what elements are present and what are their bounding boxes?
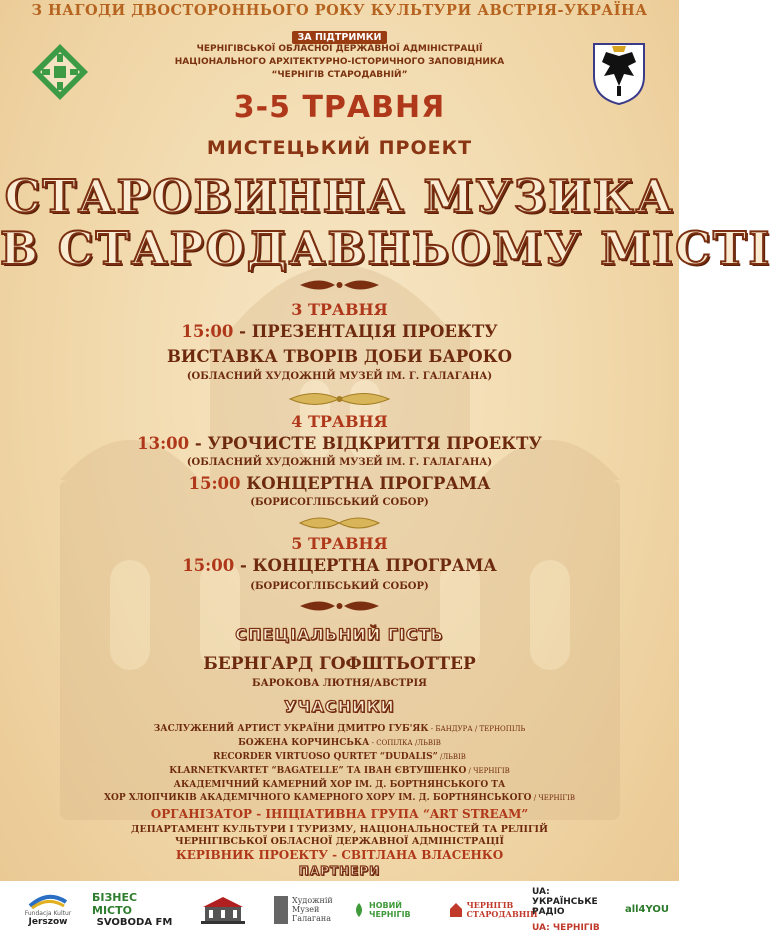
org-line-3: “ЧЕРНІГІВ СТАРОДАВНІЙ” <box>271 70 408 80</box>
guest-name: БЕРНГАРД ГОФШТЬОТТЕР <box>203 654 476 674</box>
org-line-2: НАЦІОНАЛЬНОГО АРХІТЕКТУРНО-ІСТОРИЧНОГО ЗАПОВІДНИКА <box>174 57 505 67</box>
day3-venue: (БОРИСОГЛІБСЬКИЙ СОБОР) <box>250 581 429 592</box>
leaf-icon <box>352 902 366 918</box>
day2-time-2: 15:00 <box>188 474 241 493</box>
top-line: З НАГОДИ ДВОСТОРОННЬОГО РОКУ КУЛЬТУРИ АВСТРІЯ-УКРАЇНА <box>31 2 648 19</box>
partner-sub: UA: ЧЕРНІГІВ <box>532 922 600 933</box>
project-head: КЕРІВНИК ПРОЕКТУ - СВІТЛАНА ВЛАСЕНКО <box>175 848 504 862</box>
day1-text-1: - ПРЕЗЕНТАЦІЯ ПРОЕКТУ <box>233 322 498 341</box>
day2-label: 4 ТРАВНЯ <box>291 412 388 431</box>
day1-event-1 <box>0 322 679 341</box>
partner-label: Художній Музей Галагана <box>292 896 333 923</box>
day1-event-2: ВИСТАВКА ТВОРІВ ДОБИ БАРОКО <box>166 347 513 366</box>
partner-label: НОВИЙ ЧЕРНІГІВ <box>369 900 411 919</box>
support-label-row <box>0 25 679 44</box>
partner-label: Jerszow <box>28 917 68 927</box>
partner-logo-galagan-museum <box>272 881 344 938</box>
day2-text-1: - УРОЧИСТЕ ВІДКРИТТЯ ПРОЕКТУ <box>189 434 542 453</box>
guest-heading: СПЕЦІАЛЬНИЙ ГІСТЬ <box>235 625 444 644</box>
day2-venue-1: (ОБЛАСНИЙ ХУДОЖНІЙ МУЗЕЙ ІМ. Г. ГАЛАГАНА) <box>186 457 493 468</box>
participants-heading: УЧАСНИКИ <box>284 697 395 716</box>
partner-label: all4YOU <box>624 904 670 915</box>
ornament-divider-icon <box>0 276 679 294</box>
day2-event-2 <box>0 474 679 493</box>
day1-time-1: 15:00 <box>181 322 234 341</box>
day1-venue: (ОБЛАСНИЙ ХУДОЖНІЙ МУЗЕЙ ІМ. Г. ГАЛАГАНА) <box>186 371 493 382</box>
partner-logo-biznes-misto <box>92 881 177 938</box>
participant-item: RECORDER VIRTUOSO QURTET “DUDALIS” /ЛЬВІВ <box>213 752 466 762</box>
partner-logo-chernihiv-starodavnii <box>445 881 538 938</box>
partner-logo-jerszow <box>18 881 78 938</box>
partner-label: ЧЕРНІГІВ СТАРОДАВНІЙ <box>466 899 538 919</box>
partner-label: UA: УКРАЇНСЬКЕ РАДІО <box>532 886 598 917</box>
partner-sub: Fundacja Kultur <box>24 910 72 917</box>
gold-ornament-divider-icon <box>0 388 679 410</box>
guest-role: БАРОКОВА ЛЮТНЯ/АВСТРІЯ <box>252 678 427 689</box>
gold-ornament-divider-2-icon <box>0 513 679 533</box>
organizer-line: ОРГАНІЗАТОР - ІНІЦІАТИВНА ГРУПА “ART STREAM” <box>150 807 529 821</box>
day3-label: 5 ТРАВНЯ <box>291 534 388 553</box>
partner-logo-all4you <box>622 881 672 938</box>
dept-line-1: ДЕПАРТАМЕНТ КУЛЬТУРИ І ТУРИЗМУ, НАЦІОНАЛЬНОСТЕЙ ТА РЕЛІГІЙ <box>131 824 548 835</box>
support-label: ЗА ПІДТРИМКИ <box>292 31 388 44</box>
participant-item: АКАДЕМІЧНИЙ КАМЕРНИЙ ХОР ІМ. Д. БОРТНЯНСЬКОГО ТА <box>173 780 506 790</box>
participant-item: ЗАСЛУЖЕНИЙ АРТИСТ УКРАЇНИ ДМИТРО ГУБ'ЯК - БАНДУРА / ТЕРНОПІЛЬ <box>153 724 526 734</box>
partner-logo-ua-radio <box>532 881 612 938</box>
building-icon <box>199 895 247 925</box>
participant-item: БОЖЕНА КОРЧИНСЬКА - СОПІЛКА /ЛЬВІВ <box>238 738 441 748</box>
day2-text-2: КОНЦЕРТНА ПРОГРАМА <box>240 474 491 493</box>
partner-logo-building <box>195 881 250 938</box>
partner-sub: SVOBODA FM <box>96 917 173 928</box>
day3-text-1: - КОНЦЕРТНА ПРОГРАМА <box>234 556 497 575</box>
partners-heading: ПАРТНЕРИ <box>298 864 381 878</box>
event-dates: 3-5 ТРАВНЯ <box>233 90 446 125</box>
jerszow-swoosh-icon <box>28 892 68 910</box>
dept-line-2: ЧЕРНІГІВСЬКОЇ ОБЛАСНОЇ ДЕРЖАВНОЇ АДМІНІСТРАЦІЇ <box>175 836 504 847</box>
title-line-1: СТАРОВИННА МУЗИКА <box>4 170 675 223</box>
title-line-2: В СТАРОДАВНЬОМУ МІСТІ <box>0 222 771 275</box>
day2-time-1: 13:00 <box>137 434 190 453</box>
participant-item: KLARNETKVARTET “BAGATELLE” ТА ІВАН ЄВТУШЕНКО / ЧЕРНІГІВ <box>169 766 510 776</box>
church-icon <box>448 902 464 918</box>
day3-time-1: 15:00 <box>182 556 235 575</box>
day3-event-1 <box>0 556 679 575</box>
day2-event-1 <box>0 434 679 453</box>
museum-mark-icon <box>274 896 288 924</box>
partner-label: БІЗНЕС МІСТО <box>92 891 138 917</box>
participant-item: ХОР ХЛОПЧИКІВ АКАДЕМІЧНОГО КАМЕРНОГО ХОРУ ІМ. Д. БОРТНЯНСЬКОГО / ЧЕРНІГІВ <box>104 793 575 803</box>
ornament-divider-3-icon <box>0 597 679 615</box>
org-line-1: ЧЕРНІГІВСЬКОЇ ОБЛАСНОЇ ДЕРЖАВНОЇ АДМІНІСТРАЦІЇ <box>196 44 483 54</box>
partner-logo-novyi-chernihiv <box>352 881 437 938</box>
day2-venue-2: (БОРИСОГЛІБСЬКИЙ СОБОР) <box>250 497 429 508</box>
day1-label: 3 ТРАВНЯ <box>291 300 388 319</box>
project-type: МИСТЕЦЬКИЙ ПРОЕКТ <box>206 137 473 159</box>
partners-bar <box>0 881 679 938</box>
